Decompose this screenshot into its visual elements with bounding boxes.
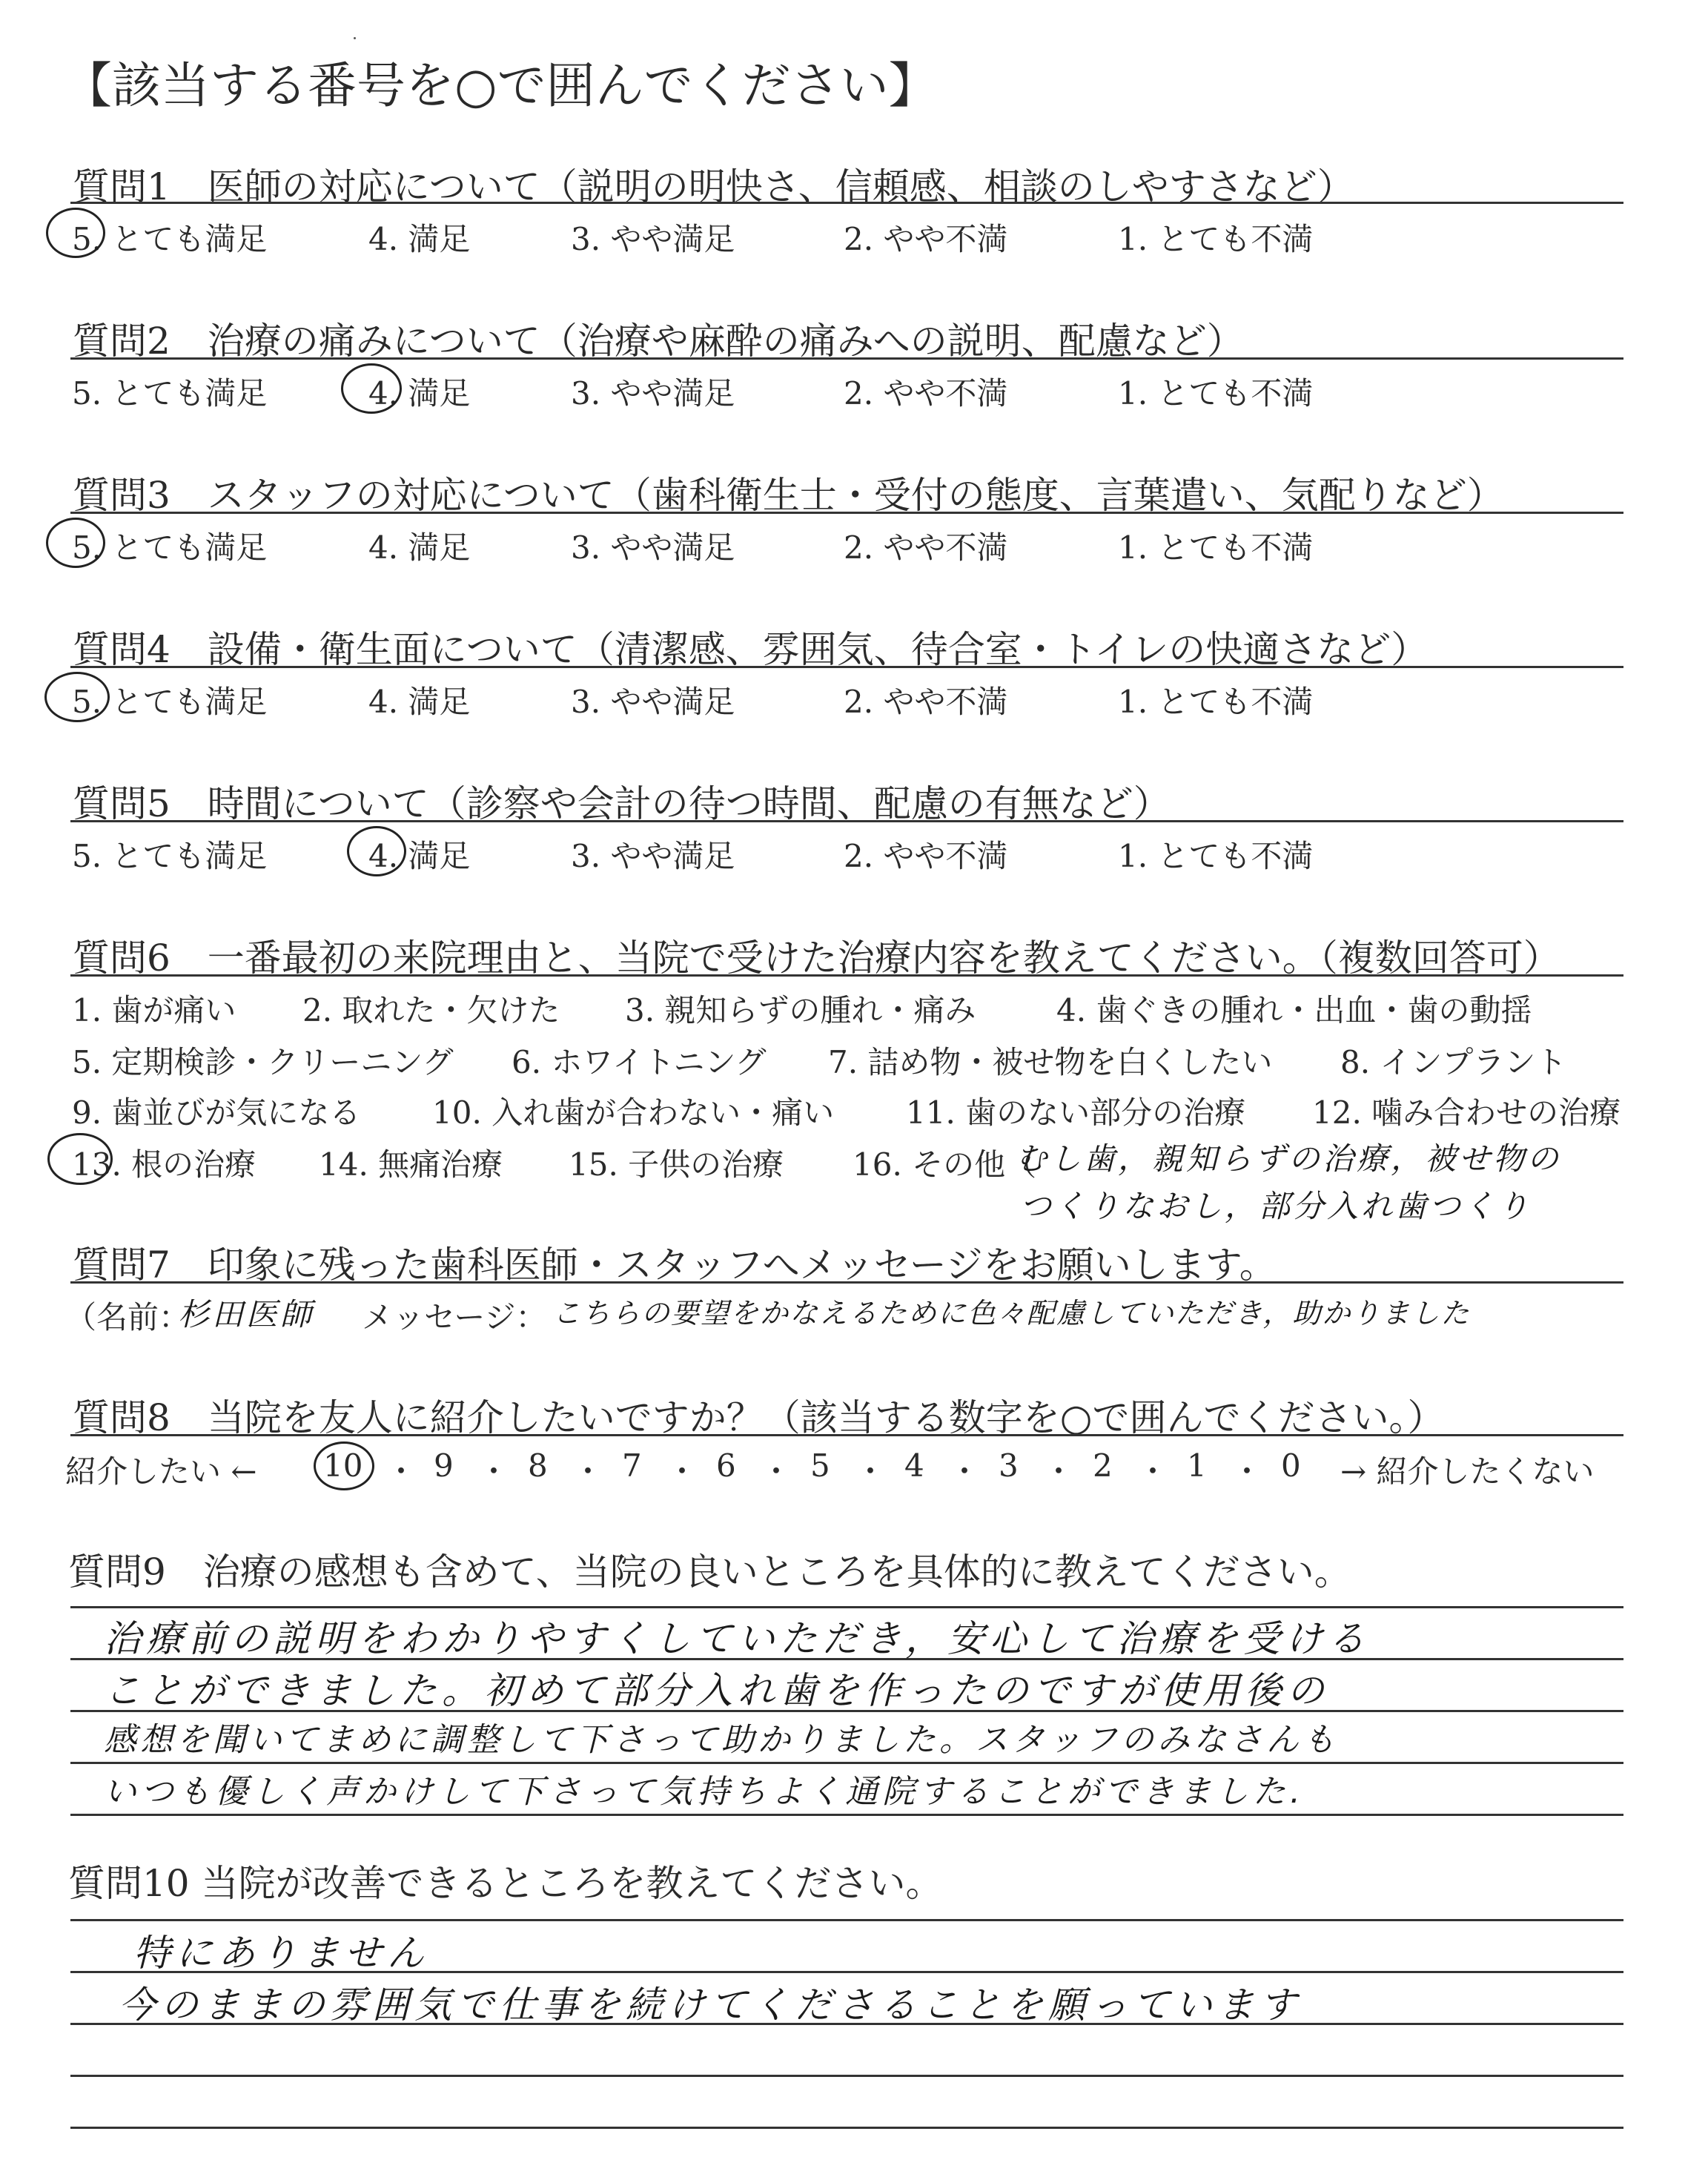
instruction-header: 【該当する番号を○で囲んでください】 <box>63 57 938 114</box>
q5-option-5[interactable]: 5. とても満足 <box>72 838 268 874</box>
q6-rule <box>70 974 1623 977</box>
q6-selection-circle <box>47 1133 113 1185</box>
q9-answer-line-2: ことができました。初めて部分入れ歯を作ったのですが使用後の <box>104 1669 1329 1712</box>
q7-title: 質問7 印象に残った歯科医師・スタッフへメッセージをお願いします。 <box>73 1244 1277 1287</box>
q1-option-1[interactable]: 1. とても不満 <box>1118 221 1314 257</box>
q9-rule-4 <box>70 1762 1623 1764</box>
q2-option-2[interactable]: 2. やや不満 <box>844 375 1008 412</box>
q1-selection-circle <box>46 208 105 258</box>
q8-scale-3[interactable]: 3 <box>999 1447 1019 1484</box>
q9-answer-line-3: 感想を聞いてまめに調整して下さって助かりました。スタッフのみなさんも <box>104 1721 1339 1759</box>
q6-option-5[interactable]: 5. 定期検診・クリーニング <box>72 1044 454 1080</box>
q6-option-8[interactable]: 8. インプラント <box>1340 1044 1567 1080</box>
q9-answer-line-4: いつも優しく声かけして下さって気持ちよく通院することができました. <box>104 1773 1305 1811</box>
q8-title: 質問8 当院を友人に紹介したいですか？（該当する数字を○で囲んでください。） <box>73 1396 1445 1439</box>
q3-option-5[interactable]: 5. とても満足 <box>72 529 268 566</box>
q8-scale-4[interactable]: 4 <box>904 1447 924 1484</box>
q7-message-handwritten: こちらの要望をかなえるために色々配慮していただき，助かりました <box>552 1297 1471 1330</box>
q8-scale-7[interactable]: 7 <box>622 1447 642 1484</box>
q6-other-handwritten-line2: つくりなおし，部分入れ歯つくり <box>1020 1188 1532 1224</box>
q1-rule <box>70 202 1623 204</box>
q8-sep: ・ <box>385 1453 417 1490</box>
q10-answer-line-2: 今のままの雰囲気で仕事を続けてくださることを願っています <box>119 1984 1302 2027</box>
q6-option-6[interactable]: 6. ホワイトニング <box>512 1044 767 1080</box>
q2-title: 質問2 治療の痛みについて（治療や麻酔の痛みへの説明、配慮など） <box>73 320 1244 363</box>
q3-selection-circle <box>46 518 105 568</box>
q6-option-15[interactable]: 15. 子供の治療 <box>569 1146 784 1183</box>
q8-left-label: 紹介したい ← <box>65 1453 257 1490</box>
q8-sep: ・ <box>1137 1453 1169 1490</box>
q10-answer-line-1: 特にありません <box>133 1932 429 1975</box>
q5-option-1[interactable]: 1. とても不満 <box>1118 838 1314 874</box>
q8-scale-9[interactable]: 9 <box>434 1447 454 1484</box>
q9-title: 質問9 治療の感想も含めて、当院の良いところを具体的に教えてください。 <box>68 1550 1351 1593</box>
q9-rule-1 <box>70 1606 1623 1608</box>
q3-option-4[interactable]: 4. 満足 <box>368 529 471 566</box>
q4-option-5[interactable]: 5. とても満足 <box>72 684 268 720</box>
q2-option-5[interactable]: 5. とても満足 <box>72 375 268 412</box>
q8-sep: ・ <box>855 1453 887 1490</box>
q2-rule <box>70 357 1623 360</box>
q5-option-2[interactable]: 2. やや不満 <box>844 838 1008 874</box>
q6-option-11[interactable]: 11. 歯のない部分の治療 <box>906 1094 1246 1131</box>
q1-option-4[interactable]: 4. 満足 <box>368 221 471 257</box>
q8-sep: ・ <box>478 1453 510 1490</box>
q9-answer-line-1: 治療前の説明をわかりやすくしていただき，安心して治療を受ける <box>104 1617 1370 1660</box>
q10-title: 質問10 当院が改善できるところを教えてください。 <box>68 1862 943 1905</box>
q6-option-7[interactable]: 7. 詰め物・被せ物を白くしたい <box>828 1044 1273 1080</box>
q3-option-3[interactable]: 3. やや満足 <box>571 529 735 566</box>
q8-sep: ・ <box>949 1453 981 1490</box>
q6-option-3[interactable]: 3. 親知らずの腫れ・痛み <box>625 992 976 1028</box>
q6-option-2[interactable]: 2. 取れた・欠けた <box>302 992 560 1028</box>
q4-option-2[interactable]: 2. やや不満 <box>844 684 1008 720</box>
q6-option-10[interactable]: 10. 入れ歯が合わない・痛い <box>432 1094 835 1131</box>
q6-title: 質問6 一番最初の来院理由と、当院で受けた治療内容を教えてください。（複数回答可） <box>73 937 1560 980</box>
q7-name-label: （名前： <box>65 1299 191 1335</box>
q2-option-3[interactable]: 3. やや満足 <box>571 375 735 412</box>
q8-sep: ・ <box>1231 1453 1263 1490</box>
q6-option-12[interactable]: 12. 噛み合わせの治療 <box>1312 1094 1621 1131</box>
q8-scale-6[interactable]: 6 <box>716 1447 736 1484</box>
q4-selection-circle <box>44 672 110 722</box>
q6-other-handwritten-line1: むし歯，親知らずの治療，被せ物の <box>1016 1140 1562 1177</box>
q5-option-3[interactable]: 3. やや満足 <box>571 838 735 874</box>
q7-rule <box>70 1281 1623 1284</box>
q8-sep: ・ <box>666 1453 698 1490</box>
q10-rule-1 <box>70 1919 1623 1921</box>
q5-rule <box>70 820 1623 822</box>
q8-selection-circle <box>314 1441 374 1490</box>
q1-option-5[interactable]: 5. とても満足 <box>72 221 268 257</box>
q7-name-handwritten: 杉田医師 <box>178 1296 315 1332</box>
q8-right-label: → 紹介したくない <box>1340 1453 1595 1490</box>
q8-scale-1[interactable]: 1 <box>1187 1447 1207 1484</box>
q2-option-1[interactable]: 1. とても不満 <box>1118 375 1314 412</box>
q1-option-2[interactable]: 2. やや不満 <box>844 221 1008 257</box>
q8-scale-2[interactable]: 2 <box>1093 1447 1113 1484</box>
q6-option-9[interactable]: 9. 歯並びが気になる <box>72 1094 361 1131</box>
q6-option-4[interactable]: 4. 歯ぐきの腫れ・出血・歯の動揺 <box>1056 992 1532 1028</box>
q2-option-4[interactable]: 4. 満足 <box>368 375 471 412</box>
q5-selection-circle <box>347 826 406 876</box>
q3-title: 質問3 スタッフの対応について（歯科衛生士・受付の態度、言葉遣い、気配りなど） <box>73 474 1504 517</box>
q5-title: 質問5 時間について（診察や会計の待つ時間、配慮の有無など） <box>73 782 1171 825</box>
q1-option-3[interactable]: 3. やや満足 <box>571 221 735 257</box>
q3-option-2[interactable]: 2. やや不満 <box>844 529 1008 566</box>
q8-scale-8[interactable]: 8 <box>528 1447 548 1484</box>
q4-title: 質問4 設備・衛生面について（清潔感、雰囲気、待合室・トイレの快適さなど） <box>73 628 1429 671</box>
q4-option-4[interactable]: 4. 満足 <box>368 684 471 720</box>
q8-rule <box>70 1434 1623 1436</box>
q4-option-3[interactable]: 3. やや満足 <box>571 684 735 720</box>
q8-scale-10[interactable]: 10 <box>323 1447 363 1484</box>
q8-sep: ・ <box>572 1453 604 1490</box>
q3-option-1[interactable]: 1. とても不満 <box>1118 529 1314 566</box>
q6-option-16[interactable]: 16. その他（ <box>853 1146 1037 1183</box>
q8-sep: ・ <box>761 1453 792 1490</box>
q8-scale-0[interactable]: 0 <box>1281 1447 1301 1484</box>
q9-rule-5 <box>70 1814 1623 1816</box>
q1-title: 質問1 医師の対応について（説明の明快さ、信頼感、相談のしやすさなど） <box>73 165 1354 208</box>
q8-sep: ・ <box>1043 1453 1075 1490</box>
q6-option-1[interactable]: 1. 歯が痛い <box>72 992 236 1028</box>
stray-dot <box>354 37 356 39</box>
q5-option-4[interactable]: 4. 満足 <box>368 838 471 874</box>
q6-option-13[interactable]: 13. 根の治療 <box>72 1146 256 1183</box>
q8-scale-5[interactable]: 5 <box>810 1447 830 1484</box>
q10-rule-4 <box>70 2075 1623 2077</box>
q3-rule <box>70 512 1623 514</box>
q7-message-label: メッセージ： <box>362 1299 547 1335</box>
q4-option-1[interactable]: 1. とても不満 <box>1118 684 1314 720</box>
q10-rule-5 <box>70 2127 1623 2129</box>
q6-option-14[interactable]: 14. 無痛治療 <box>319 1146 503 1183</box>
q2-selection-circle <box>341 363 402 414</box>
q4-rule <box>70 666 1623 668</box>
